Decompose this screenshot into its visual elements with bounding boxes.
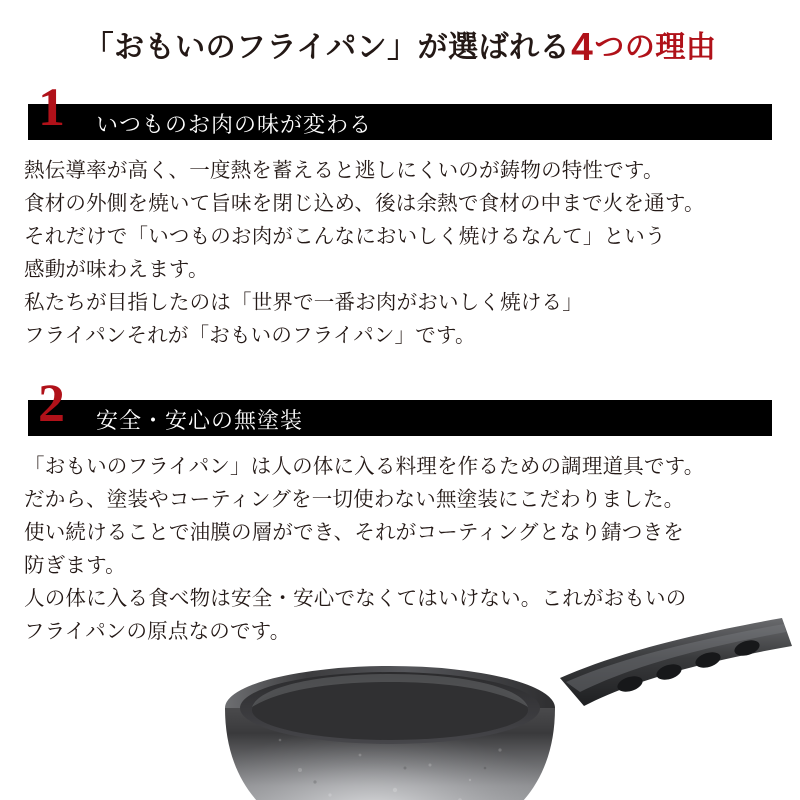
section-2-line-2: だから、塗装やコーティングを一切使わない無塗装にこだわりました。 <box>24 488 685 511</box>
section-1-line-4: 感動が味わえます。 <box>24 258 209 281</box>
section-2-body <box>24 450 780 648</box>
section-2-line-5: 人の体に入る食べ物は安全・安心でなくてはいけない。これがおもいの <box>24 587 687 610</box>
section-1-line-1: 熱伝導率が高く、一度熱を蓄えると逃しにくいのが鋳物の特性です。 <box>24 159 664 182</box>
page-title-prefix: 「おもいのフライパン」が選ばれる <box>83 31 571 64</box>
section-1-line-5: 私たちが目指したのは「世界で一番お肉がおいしく焼ける」 <box>24 291 583 314</box>
page-title <box>0 22 800 67</box>
section-1-number: 1 <box>38 77 65 137</box>
page-title-number: 4 <box>571 26 594 69</box>
section-1-body <box>24 154 780 352</box>
section-2-line-6: フライパンの原点なのです。 <box>24 620 291 643</box>
section-2-banner <box>28 373 772 436</box>
section-2-line-4: 防ぎます。 <box>24 554 126 577</box>
page-title-suffix: つの理由 <box>594 31 717 64</box>
section-2-line-3: 使い続けることで油膜の層ができ、それがコーティングとなり錆つきを <box>24 521 684 544</box>
section-1 <box>0 77 800 352</box>
section-2-line-1: 「おもいのフライパン」は人の体に入る料理を作るための調理道具です。 <box>24 455 705 478</box>
section-1-line-3: それだけで「いつものお肉がこんなにおいしく焼けるなんて」という <box>24 225 666 248</box>
section-1-line-2: 食材の外側を焼いて旨味を閉じ込め、後は余熱で食材の中まで火を通す。 <box>24 192 705 215</box>
section-2 <box>0 373 800 648</box>
section-2-number: 2 <box>38 373 65 433</box>
section-1-line-6: フライパンそれが「おもいのフライパン」です。 <box>24 324 476 347</box>
section-1-banner <box>28 77 772 140</box>
section-2-heading: 安全・安心の無塗装 <box>96 408 304 433</box>
section-1-heading: いつものお肉の味が変わる <box>96 112 373 137</box>
